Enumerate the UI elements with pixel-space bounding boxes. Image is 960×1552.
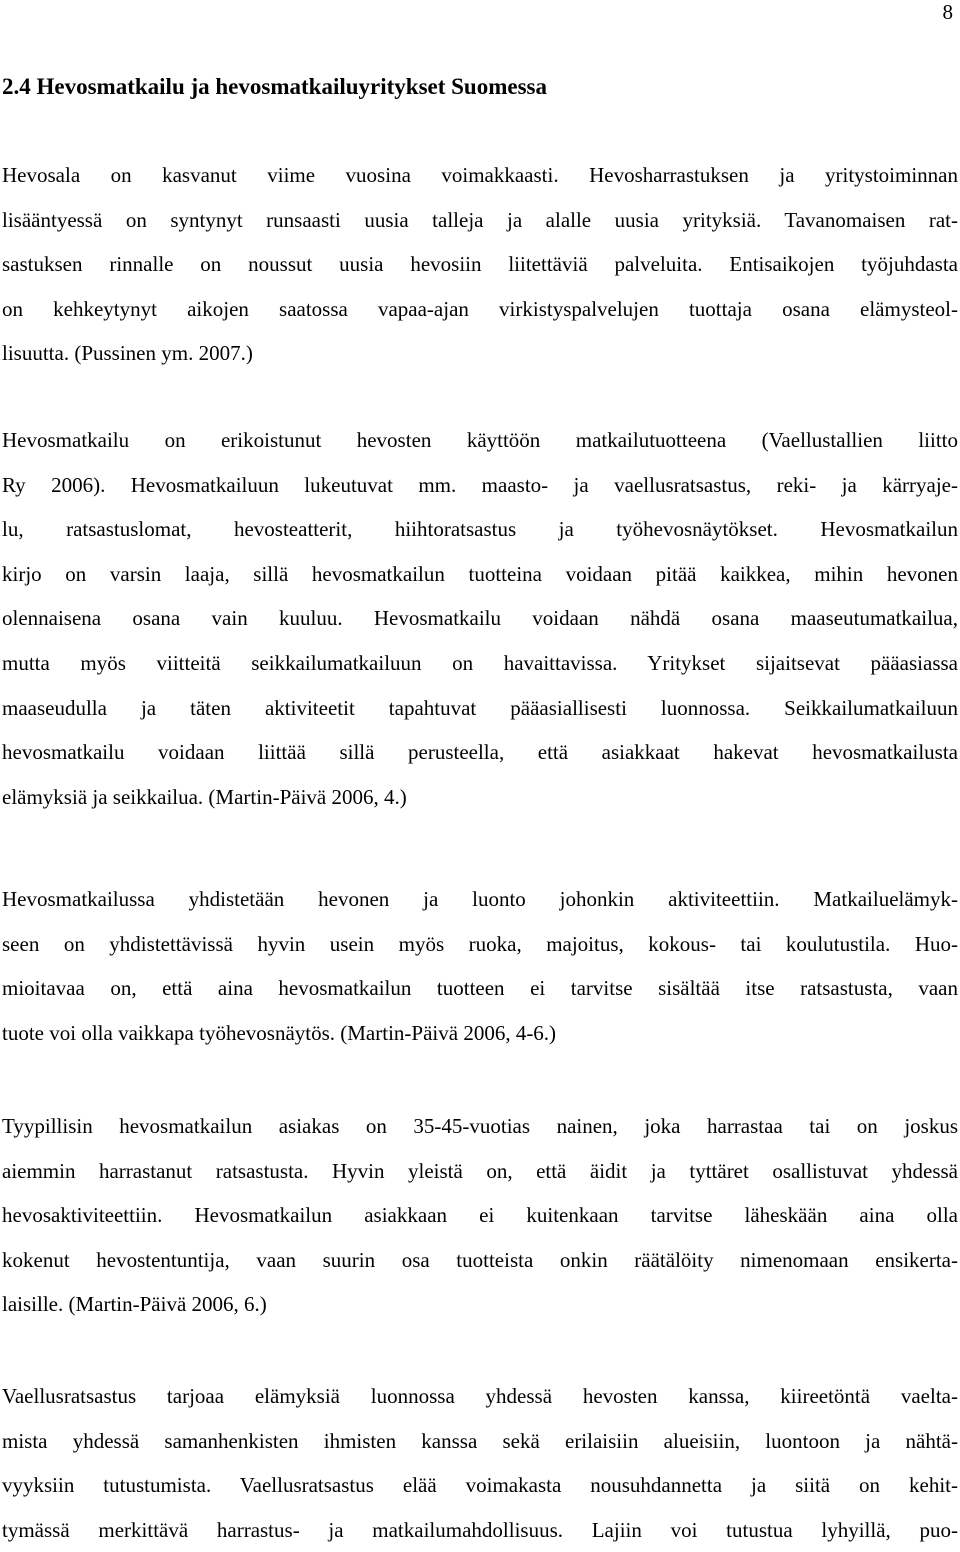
text-line: laisille. (Martin-Päivä 2006, 6.) (2, 1292, 267, 1317)
paragraph-2 (2, 418, 958, 819)
text-line: hevosaktiviteettiin. Hevosmatkailun asiakkaan ei kuitenkaan tarvitse läheskään aina olla (2, 1203, 958, 1228)
paragraph-3 (2, 877, 958, 1055)
text-line: mista yhdessä samanhenkisten ihmisten kanssa sekä erilaisiin alueisiin, luontoon ja nähtä- (2, 1428, 958, 1453)
text-line: olennaisena osana vain kuuluu. Hevosmatkailu voidaan nähdä osana maaseutumatkailua, (2, 606, 958, 631)
text-line: vyyksiin tutustumista. Vaellusratsastus elää voimakasta nousuhdannetta ja siitä on kehit- (2, 1473, 958, 1498)
text-line: tuote voi olla vaikkapa työhevosnäytös. (Martin-Päivä 2006, 4-6.) (2, 1020, 557, 1045)
text-line: tymässä merkittävä harrastus- ja matkailumahdollisuus. Lajiin voi tutustua lyhyillä, puo- (2, 1517, 958, 1542)
section-heading: 2.4 Hevosmatkailu ja hevosmatkailuyritykset Suomessa (2, 74, 547, 99)
text-line: aiemmin harrastanut ratsastusta. Hyvin yleistä on, että äidit ja tyttäret osallistuvat yhdessä (2, 1158, 958, 1183)
text-line: mioitavaa on, että aina hevosmatkailun tuotteen ei tarvitse sisältää itse ratsastusta, vaan (2, 976, 958, 1001)
text-line: mutta myös viitteitä seikkailumatkailuun on havaittavissa. Yritykset sijaitsevat pääasiassa (2, 650, 958, 675)
paragraph-5 (2, 1374, 958, 1552)
paragraph-1 (2, 153, 958, 376)
text-line: Hevosala on kasvanut viime vuosina voimakkaasti. Hevosharrastuksen ja yritystoiminnan (2, 163, 958, 187)
text-line: Hevosmatkailussa yhdistetään hevonen ja luonto johonkin aktiviteettiin. Matkailuelämyk- (2, 887, 958, 911)
text-line: Ry 2006). Hevosmatkailuun lukeutuvat mm. maasto- ja vaellusratsastus, reki- ja kärryaje- (2, 472, 958, 497)
text-line: elämyksiä ja seikkailua. (Martin-Päivä 2006, 4.) (2, 784, 407, 809)
text-line: maaseudulla ja täten aktiviteetit tapahtuvat pääasiallisesti luonnossa. Seikkailumatkailuun (2, 695, 958, 720)
text-line: lisääntyessä on syntynyt runsaasti uusia talleja ja alalle uusia yrityksiä. Tavanomaisen rat- (2, 207, 958, 232)
page-number: 8 (942, 0, 953, 24)
text-line: on kehkeytynyt aikojen saatossa vapaa-ajan virkistyspalvelujen tuottaja osana elämysteol- (2, 296, 958, 321)
text-line: lisuutta. (Pussinen ym. 2007.) (2, 341, 253, 366)
text-line: hevosmatkailu voidaan liittää sillä perusteella, että asiakkaat hakevat hevosmatkailusta (2, 740, 958, 765)
text-line: Tyypillisin hevosmatkailun asiakas on 35-45-vuotias nainen, joka harrastaa tai on joskus (2, 1114, 958, 1138)
text-line: Hevosmatkailu on erikoistunut hevosten käyttöön matkailutuotteena (Vaellustallien liitto (2, 428, 958, 452)
paragraph-4 (2, 1104, 958, 1327)
text-line: lu, ratsastuslomat, hevosteatterit, hiihtoratsastus ja työhevosnäytökset. Hevosmatkailun (2, 517, 958, 542)
text-line: kirjo on varsin laaja, sillä hevosmatkailun tuotteina voidaan pitää kaikkea, mihin hevonen (2, 561, 958, 586)
text-line: Vaellusratsastus tarjoaa elämyksiä luonnossa yhdessä hevosten kanssa, kiireetöntä vaelta- (2, 1384, 958, 1408)
text-line: kokenut hevostentuntija, vaan suurin osa tuotteista onkin räätälöity nimenomaan ensikerta- (2, 1247, 958, 1272)
text-line: seen on yhdistettävissä hyvin usein myös ruoka, majoitus, kokous- tai koulutustila. Huo- (2, 931, 958, 956)
text-line: sastuksen rinnalle on noussut uusia hevosiin liitettäviä palveluita. Entisaikojen työjuhdasta (2, 252, 958, 277)
